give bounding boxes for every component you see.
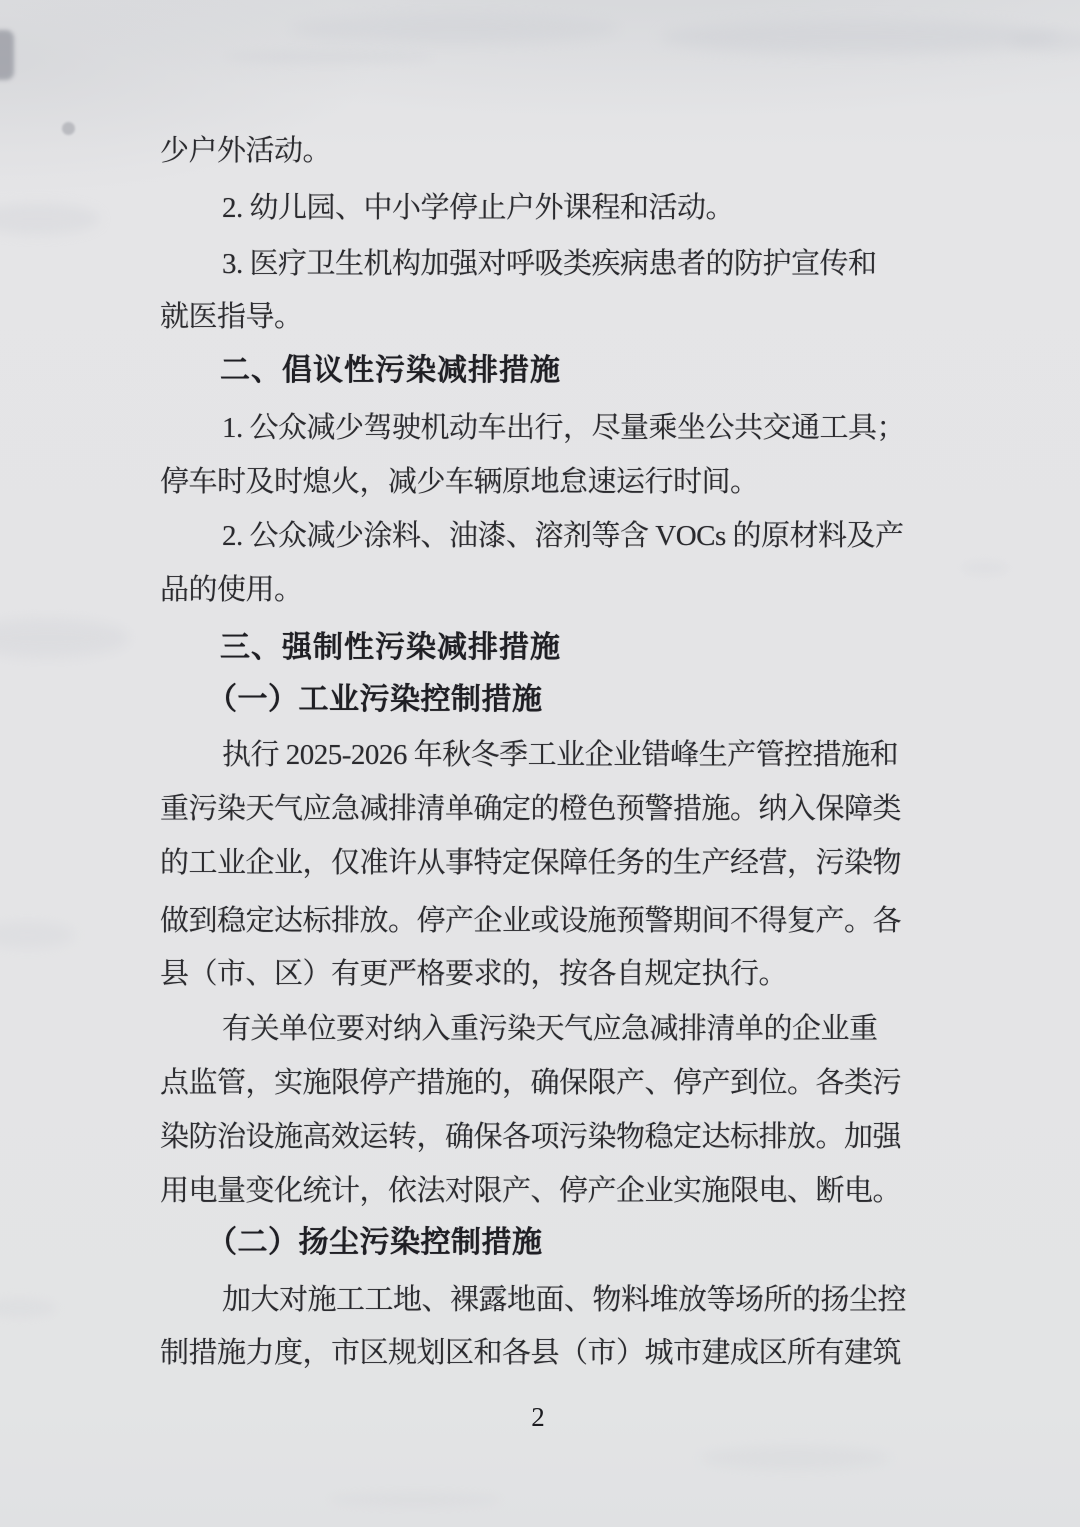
body-text-line: 2. 公众减少涂料、油漆、溶剂等含 VOCs 的原材料及产 (222, 520, 904, 552)
body-text-line: 重污染天气应急减排清单确定的橙色预警措施。纳入保障类 (160, 793, 902, 825)
body-text-line: 停车时及时熄火，减少车辆原地怠速运行时间。 (160, 466, 759, 498)
body-text-line: 加大对施工工地、裸露地面、物料堆放等场所的扬尘控 (222, 1284, 907, 1316)
scan-smudge (330, 1492, 500, 1508)
body-text-line: 点监管，实施限停产措施的，确保限产、停产到位。各类污 (160, 1067, 902, 1099)
body-text-line: 品的使用。 (160, 574, 303, 606)
body-text-line: 2. 幼儿园、中小学停止户外课程和活动。 (222, 192, 735, 224)
scan-smudge (0, 1298, 57, 1318)
body-text-line: 用电量变化统计，依法对限产、停产企业实施限电、断电。 (160, 1175, 902, 1207)
body-text-line: 的工业企业，仅准许从事特定保障任务的生产经营，污染物 (160, 847, 902, 879)
body-text-line: 县（市、区）有更严格要求的，按各自规定执行。 (160, 958, 788, 990)
scan-smudge (1010, 30, 1080, 52)
body-text-line: 少户外活动。 (160, 135, 332, 167)
body-text-line: 做到稳定达标排放。停产企业或设施预警期间不得复产。各 (160, 905, 902, 937)
page-number: 2 (531, 1402, 545, 1432)
body-text-line: 就医指导。 (160, 301, 303, 333)
scan-smudge (225, 50, 435, 64)
scan-edge-mark (0, 30, 14, 80)
scan-smudge (290, 14, 620, 44)
section-heading: 三、强制性污染减排措施 (220, 631, 561, 664)
subsection-heading: （一）工业污染控制措施 (207, 683, 543, 716)
scan-smudge (700, 1446, 890, 1470)
body-text-line: 执行 2025-2026 年秋冬季工业企业错峰生产管控措施和 (222, 739, 899, 771)
scan-smudge (660, 20, 1060, 54)
body-text-line: 制措施力度，市区规划区和各县（市）城市建成区所有建筑 (160, 1337, 902, 1369)
section-heading: 二、倡议性污染减排措施 (220, 354, 561, 387)
body-text-line: 3. 医疗卫生机构加强对呼吸类疾病患者的防护宣传和 (222, 248, 877, 280)
scan-smudge (960, 560, 1010, 576)
scan-smudge (0, 922, 75, 948)
body-text-line: 1. 公众减少驾驶机动车出行，尽量乘坐公共交通工具； (222, 412, 906, 444)
scan-speckle (62, 122, 75, 135)
scan-smudge (0, 203, 100, 235)
subsection-heading: （二）扬尘污染控制措施 (207, 1226, 543, 1259)
body-text-line: 有关单位要对纳入重污染天气应急减排清单的企业重 (222, 1013, 878, 1045)
body-text-line: 染防治设施高效运转，确保各项污染物稳定达标排放。加强 (160, 1121, 902, 1153)
scan-smudge (0, 618, 130, 658)
